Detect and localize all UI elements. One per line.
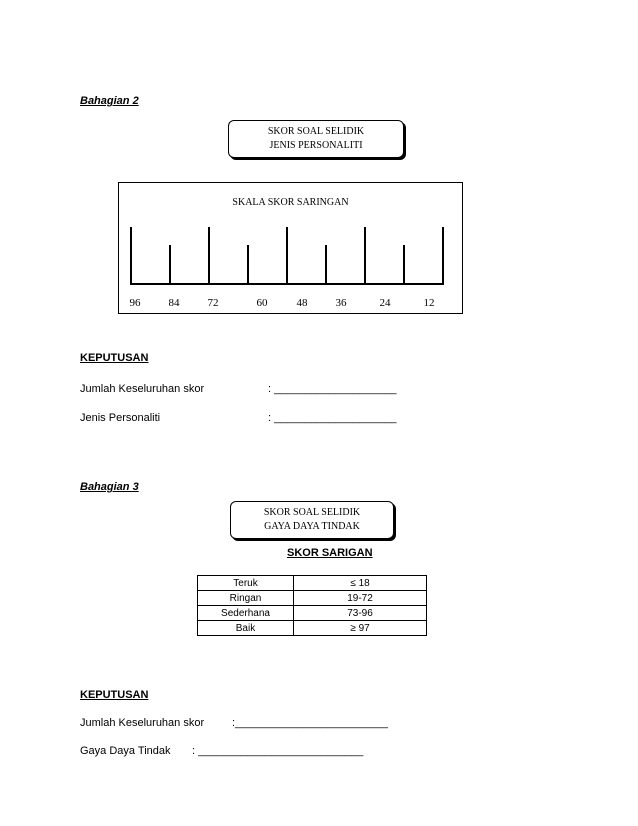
score-table	[197, 575, 427, 636]
scale-title: SKALA SKOR SARINGAN	[232, 197, 349, 208]
total-score-label: Jumlah Keseluruhan skor	[80, 383, 205, 395]
total-score-field[interactable]: :_________________________	[232, 717, 388, 729]
personality-title-line1: SKOR SOAL SELIDIK	[267, 126, 365, 137]
table-cell-category: Teruk	[198, 576, 294, 591]
table-cell-range: 19-72	[294, 591, 427, 606]
section-3-keputusan: KEPUTUSAN	[80, 689, 149, 701]
total-score-label: Jumlah Keseluruhan skor	[80, 717, 205, 729]
coping-title-box	[230, 501, 394, 539]
tick-label: 60	[256, 297, 268, 309]
table-cell-range: ≥ 97	[294, 621, 427, 636]
coping-style-label: Gaya Daya Tindak	[80, 745, 171, 757]
personality-type-field[interactable]: : ____________________	[268, 412, 397, 424]
section-2-keputusan: KEPUTUSAN	[80, 352, 149, 364]
tick-label: 36	[335, 297, 347, 309]
coping-title-line2: GAYA DAYA TINDAK	[264, 521, 360, 532]
tick-label: 24	[379, 297, 391, 309]
coping-style-field[interactable]: : ___________________________	[192, 745, 364, 757]
table-row	[198, 591, 427, 606]
table-row	[198, 606, 427, 621]
tick-label: 72	[207, 297, 219, 309]
table-row	[198, 576, 427, 591]
personality-type-label: Jenis Personaliti	[80, 412, 161, 424]
table-cell-range: 73-96	[294, 606, 427, 621]
personality-title-line2: JENIS PERSONALITI	[269, 140, 363, 151]
score-table-title: SKOR SARIGAN	[287, 547, 373, 559]
tick-label: 84	[168, 297, 180, 309]
table-cell-category: Sederhana	[198, 606, 294, 621]
tick-label: 96	[129, 297, 141, 309]
table-row	[198, 621, 427, 636]
table-cell-category: Ringan	[198, 591, 294, 606]
section-2-heading: Bahagian 2	[80, 95, 139, 107]
table-cell-category: Baik	[198, 621, 294, 636]
tick-label: 48	[296, 297, 308, 309]
tick-label: 12	[423, 297, 435, 309]
personality-title-box	[228, 120, 404, 158]
total-score-field[interactable]: : ____________________	[268, 383, 397, 395]
scale-ruler	[119, 183, 462, 313]
coping-title-line1: SKOR SOAL SELIDIK	[263, 507, 361, 518]
section-3-heading: Bahagian 3	[80, 481, 139, 493]
score-scale-box	[118, 182, 463, 314]
table-cell-range: ≤ 18	[294, 576, 427, 591]
